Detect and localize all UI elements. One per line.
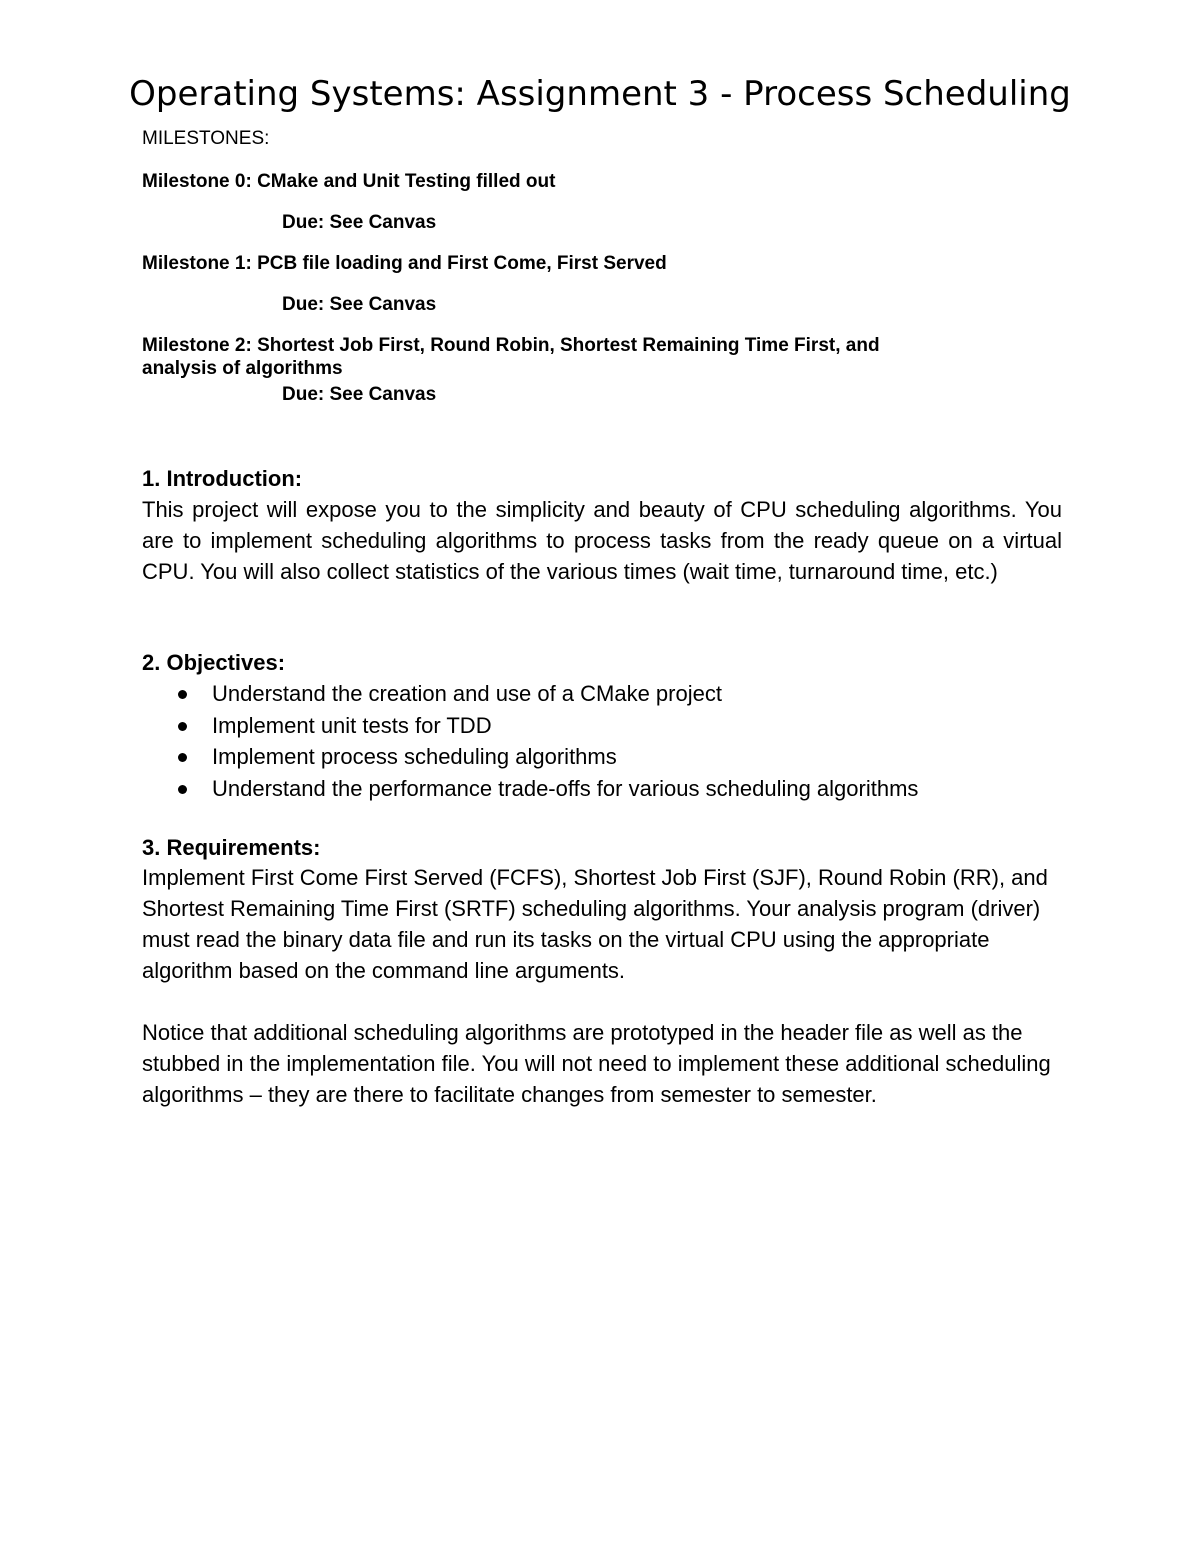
requirements-paragraph-1: Implement First Come First Served (FCFS), Shortest Job First (SJF), Round Robin (RR), and Shortest Remaining Time First (SRTF) scheduling algorithms. Your analysis program (driver) must read the binary data file and run its tasks on the virtual CPU using the appropriate algorithm based on the command line arguments. bbox=[142, 865, 1048, 983]
objectives-list bbox=[142, 678, 918, 804]
requirements-heading: 3. Requirements: bbox=[142, 835, 321, 860]
document-title: Operating Systems: Assignment 3 - Process Scheduling bbox=[129, 74, 1071, 114]
list-item bbox=[142, 678, 918, 710]
milestone-2-heading-line1: Milestone 2: Shortest Job First, Round Robin, Shortest Remaining Time First, and bbox=[142, 335, 880, 356]
milestone-2-heading-line2: analysis of algorithms bbox=[142, 358, 343, 379]
objectives-heading: 2. Objectives: bbox=[142, 650, 286, 675]
introduction-heading: 1. Introduction: bbox=[142, 466, 303, 491]
objective-text: Understand the performance trade-offs for various scheduling algorithms bbox=[212, 775, 919, 801]
milestone-2-due: Due: See Canvas bbox=[282, 384, 437, 405]
milestone-1-heading: Milestone 1: PCB file loading and First Come, First Served bbox=[142, 253, 667, 274]
objective-text: Implement process scheduling algorithms bbox=[212, 744, 617, 769]
milestone-0-heading: Milestone 0: CMake and Unit Testing filled out bbox=[142, 171, 556, 192]
bullet-icon bbox=[178, 690, 187, 699]
list-item bbox=[142, 741, 918, 773]
requirements-paragraph-2: Notice that additional scheduling algorithms are prototyped in the header file as well as the stubbed in the implementation file. You will not need to implement these additional scheduling algorithms – they are there to facilitate changes from semester to semester. bbox=[142, 1020, 1051, 1107]
objective-text: Implement unit tests for TDD bbox=[212, 712, 492, 738]
introduction-text: This project will expose you to the simplicity and beauty of CPU scheduling algorithms. You are to implement scheduling algorithms to process tasks from the ready queue on a virtual CPU. You will also collect statistics of the various times (wait time, turnaround time, etc.) bbox=[142, 497, 1062, 584]
milestone-1-due: Due: See Canvas bbox=[282, 294, 437, 315]
list-item bbox=[142, 773, 918, 805]
bullet-icon bbox=[178, 785, 187, 794]
bullet-icon bbox=[178, 722, 187, 731]
list-item bbox=[142, 710, 918, 742]
bullet-icon bbox=[178, 753, 187, 762]
milestone-0-due: Due: See Canvas bbox=[282, 212, 437, 233]
milestones-label: MILESTONES: bbox=[142, 128, 270, 149]
objective-text: Understand the creation and use of a CMake project bbox=[212, 681, 722, 706]
